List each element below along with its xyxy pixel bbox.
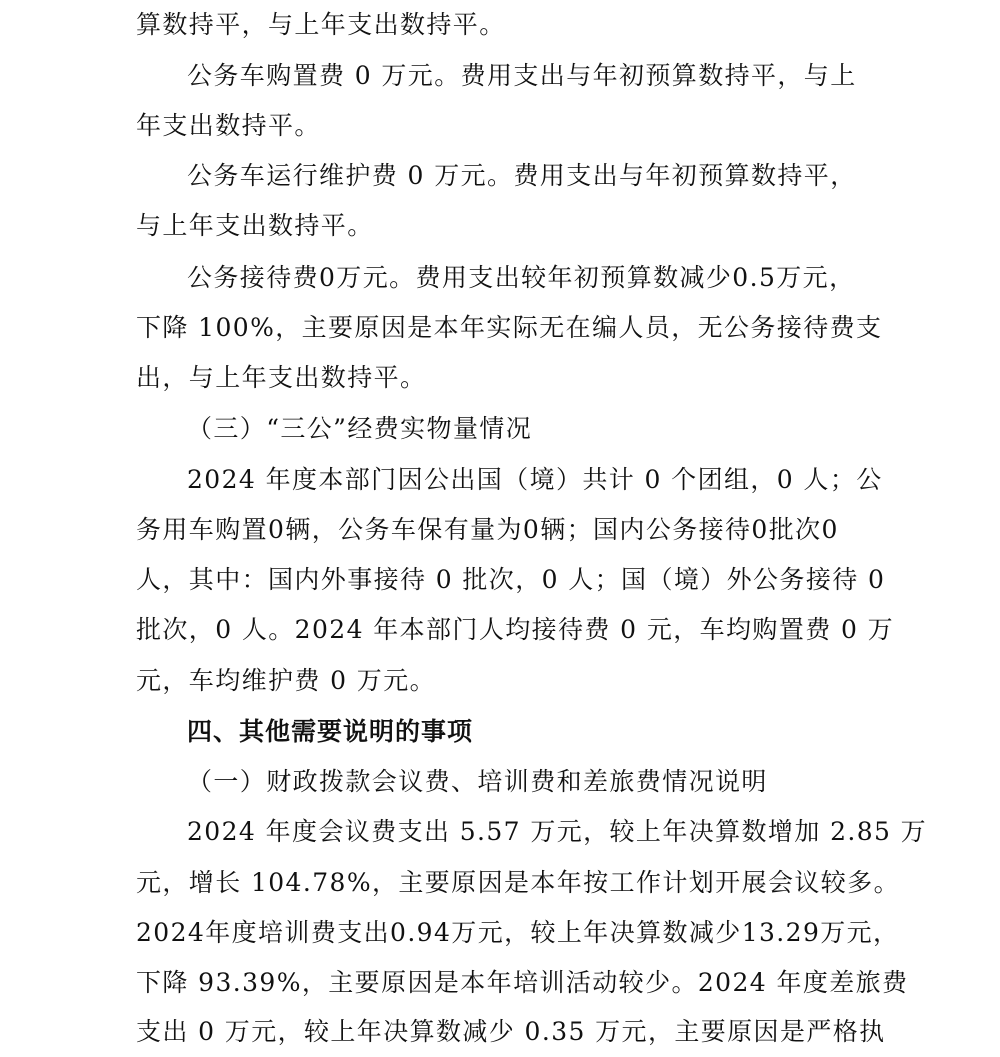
paragraph-line: 公务车购置费 0 万元。费用支出与年初预算数持平，与上 [187, 61, 857, 90]
paragraph-line: 公务接待费0万元。费用支出较年初预算数减少0.5万元， [187, 263, 856, 292]
paragraph-line: 算数持平，与上年支出数持平。 [136, 10, 506, 39]
paragraph-line: 与上年支出数持平。 [136, 211, 374, 240]
paragraph-line: 务用车购置0辆，公务车保有量为0辆；国内公务接待0批次0 [136, 515, 839, 544]
paragraph-line: 人，其中：国内外事接待 0 批次，0 人；国（境）外公务接待 0 [136, 565, 886, 594]
paragraph-line: 支出 0 万元，较上年决算数减少 0.35 万元，主要原因是严格执 [136, 1017, 886, 1046]
paragraph-line: 公务车运行维护费 0 万元。费用支出与年初预算数持平， [187, 161, 857, 190]
paragraph-line: 2024 年度本部门因公出国（境）共计 0 个团组，0 人；公 [187, 465, 883, 494]
paragraph-line: 2024年度培训费支出0.94万元，较上年决算数减少13.29万元， [136, 918, 900, 947]
paragraph-line: 出，与上年支出数持平。 [136, 363, 427, 392]
paragraph-line: 下降 93.39%，主要原因是本年培训活动较少。2024 年度差旅费 [136, 968, 909, 997]
paragraph-line: 年支出数持平。 [136, 111, 321, 140]
paragraph-line: 2024 年度会议费支出 5.57 万元，较上年决算数增加 2.85 万 [187, 817, 928, 846]
paragraph-line: 批次，0 人。2024 年本部门人均接待费 0 元，车均购置费 0 万 [136, 615, 895, 644]
section-heading: 四、其他需要说明的事项 [187, 717, 474, 746]
paragraph-line: 下降 100%，主要原因是本年实际无在编人员，无公务接待费支 [136, 313, 883, 342]
subsection-heading: （一）财政拨款会议费、培训费和差旅费情况说明 [187, 767, 768, 796]
paragraph-line: 元，增长 104.78%，主要原因是本年按工作计划开展会议较多。 [136, 868, 900, 897]
paragraph-line: 元，车均维护费 0 万元。 [136, 666, 437, 695]
subsection-heading: （三）“三公”经费实物量情况 [187, 414, 533, 443]
